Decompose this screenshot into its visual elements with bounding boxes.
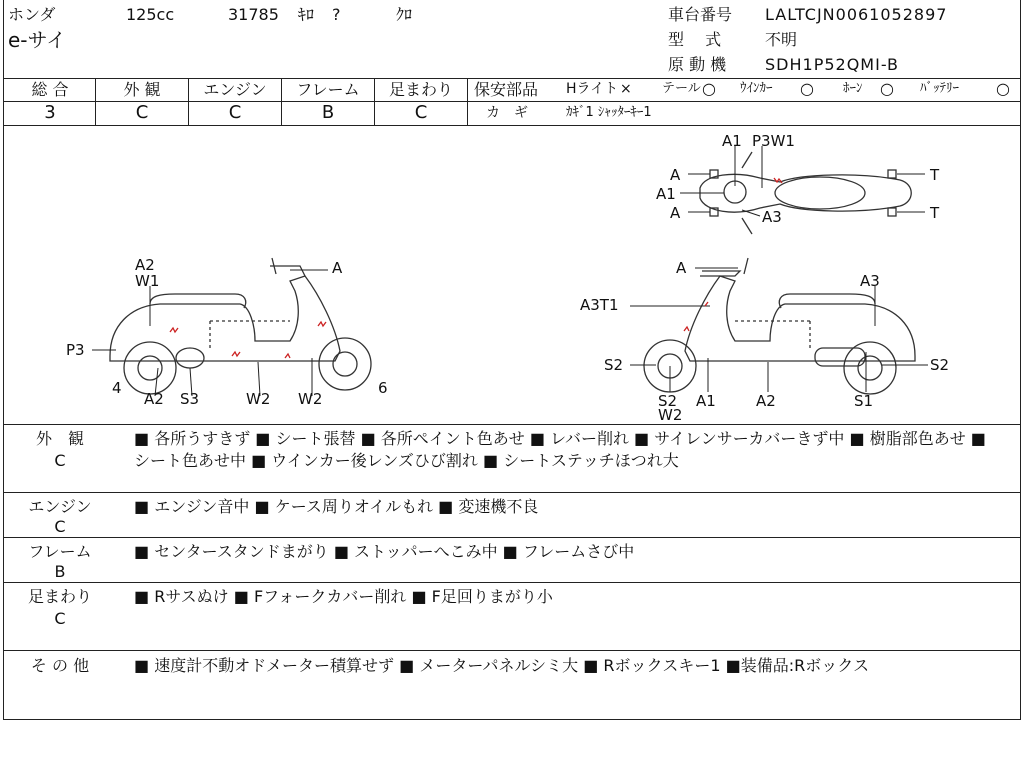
diagram-label: S2 bbox=[658, 392, 678, 410]
score-engine: C bbox=[228, 102, 242, 123]
score-header-suspension: 足まわり bbox=[388, 80, 453, 99]
score-total: 3 bbox=[44, 102, 56, 123]
safety-headlight: Hライト bbox=[566, 81, 619, 97]
diagram-label: A2 bbox=[144, 390, 164, 408]
engine-label: 原 動 機 bbox=[668, 55, 727, 74]
damage-diagram bbox=[0, 126, 1024, 424]
engine-value: SDH1P52QMI-B bbox=[765, 55, 899, 74]
diagram-label: W1 bbox=[135, 272, 160, 290]
displacement: 125cc bbox=[126, 5, 175, 24]
scooter-top-view bbox=[700, 152, 911, 234]
diagram-label: A bbox=[670, 204, 681, 222]
score-frame: B bbox=[321, 102, 335, 123]
diagram-label: P3 bbox=[66, 341, 85, 359]
section-exterior-text: ■ 各所うすきず ■ シート張替 ■ 各所ペイント色あせ ■ レバー削れ ■ サイレンサーカバーきず中 ■ 樹脂部色あせ ■ シート色あせ中 ■ ウインカー後レンズひび割れ ■ シートステッチほつれ大 bbox=[134, 429, 986, 470]
safety-headlight-mark: × bbox=[620, 81, 632, 97]
diagram-label: S3 bbox=[180, 390, 200, 408]
divider bbox=[3, 78, 1021, 79]
section-other-label: そ の 他 bbox=[30, 656, 90, 675]
section-engine-grade: C bbox=[54, 517, 66, 536]
mileage-unit: ｷﾛ bbox=[298, 5, 315, 24]
score-header-frame: フレーム bbox=[296, 80, 360, 99]
section-suspension-label: 足まわり bbox=[27, 587, 92, 606]
diagram-label: S2 bbox=[930, 356, 950, 374]
scooter-top-leaders bbox=[680, 146, 925, 216]
section-other-text: ■ 速度計不動オドメーター積算せず ■ メーターパネルシミ大 ■ Rボックスキー1 ■装備品:Rボックス bbox=[134, 656, 870, 675]
safety-tail: テール bbox=[662, 81, 701, 96]
diagram-label: S2 bbox=[604, 356, 624, 374]
safety-tail-mark: ○ bbox=[702, 79, 716, 98]
diagram-label: A3 bbox=[762, 208, 782, 226]
unknown-mark: ? bbox=[332, 5, 341, 24]
model-name: e-サイ bbox=[8, 28, 67, 52]
diagram-label: T bbox=[930, 204, 940, 222]
key-value: ｶｷﾞ1 ｼｬｯﾀｰｷｰ1 bbox=[566, 105, 652, 120]
diagram-label: A bbox=[332, 259, 343, 277]
diagram-label: W2 bbox=[246, 390, 271, 408]
diagram-label: A1 bbox=[696, 392, 716, 410]
key-label: カ ギ bbox=[486, 105, 528, 121]
safety-horn-mark: ○ bbox=[880, 79, 894, 98]
section-suspension-text: ■ Rサスぬけ ■ Fフォークカバー削れ ■ F足回りまがり小 bbox=[134, 587, 553, 606]
scooter-right-leaders bbox=[630, 268, 928, 392]
maker: ホンダ bbox=[8, 5, 56, 24]
divider bbox=[3, 492, 1021, 493]
section-exterior-label: 外 観 bbox=[35, 429, 84, 448]
score-header-engine: エンジン bbox=[203, 80, 267, 99]
divider bbox=[3, 650, 1021, 651]
diagram-label: A2 bbox=[756, 392, 776, 410]
mileage: 31785 bbox=[228, 5, 279, 24]
diagram-label: T bbox=[930, 166, 940, 184]
diagram-label: 6 bbox=[378, 379, 388, 397]
divider bbox=[3, 537, 1021, 538]
type-label: 型 式 bbox=[668, 30, 722, 49]
section-frame-grade: B bbox=[54, 562, 66, 581]
safety-horn: ﾎｰﾝ bbox=[843, 81, 863, 96]
diagram-label: S1 bbox=[854, 392, 874, 410]
diagram-label: A2 bbox=[135, 256, 155, 274]
section-frame-label: フレーム bbox=[28, 542, 92, 561]
diagram-label: A1 bbox=[656, 185, 676, 203]
diagram-label: A bbox=[676, 259, 687, 277]
diagram-label: A1 bbox=[722, 132, 742, 150]
score-suspension: C bbox=[414, 102, 428, 123]
diagram-label: A3T1 bbox=[580, 296, 619, 314]
section-suspension-grade: C bbox=[54, 609, 66, 628]
divider bbox=[3, 582, 1021, 583]
section-frame-text: ■ センタースタンドまがり ■ ストッパーへこみ中 ■ フレームさび中 bbox=[134, 542, 635, 561]
safety-winker-mark: ○ bbox=[800, 79, 814, 98]
diagram-label: P3W1 bbox=[752, 132, 795, 150]
chassis-label: 車台番号 bbox=[668, 5, 733, 24]
diagram-label: W2 bbox=[658, 406, 683, 424]
diagram-label: 4 bbox=[112, 379, 122, 397]
divider bbox=[468, 101, 1021, 102]
score-header-total: 総 合 bbox=[31, 80, 69, 99]
score-header-exterior: 外 観 bbox=[123, 80, 161, 99]
section-exterior-grade: C bbox=[54, 451, 66, 470]
diagram-label: W2 bbox=[298, 390, 323, 408]
divider bbox=[3, 424, 1021, 425]
score-exterior: C bbox=[135, 102, 149, 123]
safety-label: 保安部品 bbox=[474, 80, 539, 99]
type-value: 不明 bbox=[765, 30, 798, 49]
damage-mark bbox=[170, 322, 326, 358]
chassis-value: LALTCJN0061052897 bbox=[765, 5, 948, 24]
color: ｸﾛ bbox=[396, 5, 413, 24]
safety-battery-mark: ○ bbox=[996, 79, 1010, 98]
section-engine-text: ■ エンジン音中 ■ ケース周りオイルもれ ■ 変速機不良 bbox=[134, 497, 539, 516]
safety-winker: ｳｲﾝｶｰ bbox=[740, 81, 773, 96]
safety-battery: ﾊﾞｯﾃﾘｰ bbox=[920, 81, 959, 96]
divider bbox=[467, 78, 468, 125]
section-engine-label: エンジン bbox=[28, 497, 92, 516]
diagram-label: A bbox=[670, 166, 681, 184]
diagram-label: A3 bbox=[860, 272, 880, 290]
